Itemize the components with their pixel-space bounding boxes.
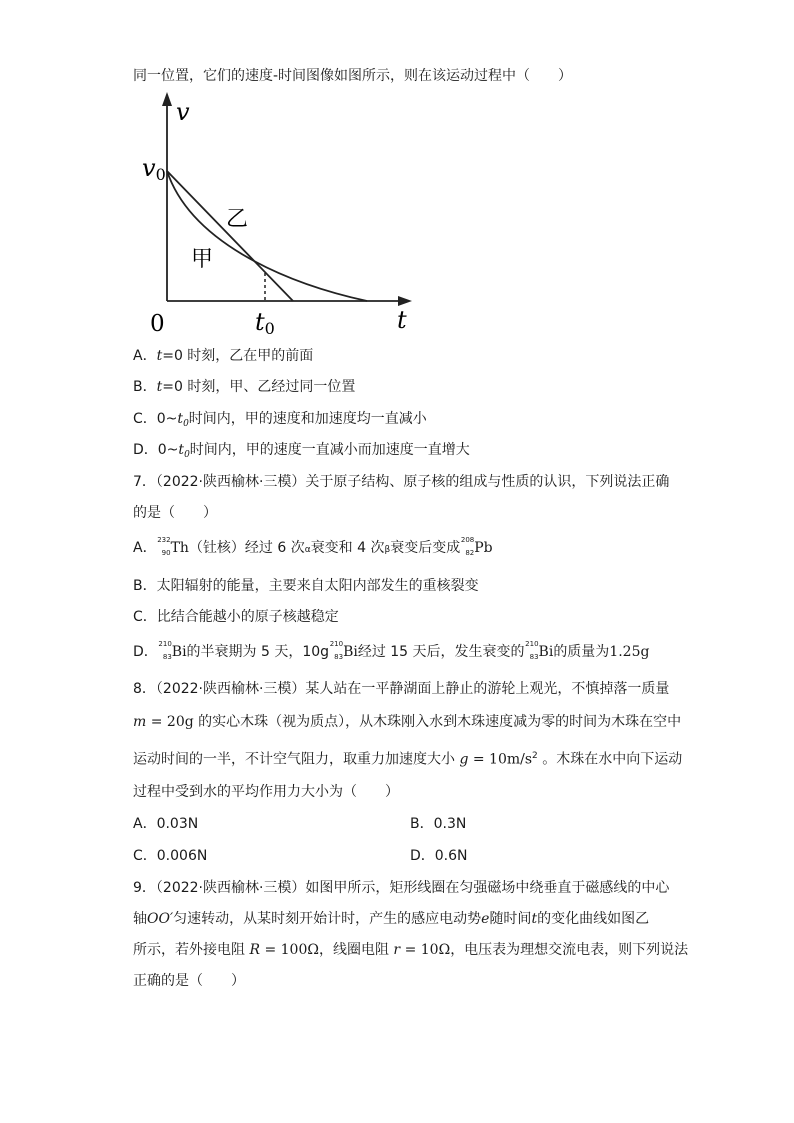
q6-option-d: D．$0\sim t_0$时间内，甲的速度一直减小而加速度一直增大 <box>133 442 470 460</box>
q7-stem-line2: 的是（ ） <box>133 505 217 521</box>
q7-option-c: C．比结合能越小的原子核越稳定 <box>133 609 339 625</box>
t0-label: t0 <box>255 308 275 338</box>
origin-label: 0 <box>150 311 165 337</box>
v0-label: v0 <box>142 154 166 184</box>
q8-option-b: B．0.3N <box>410 816 467 832</box>
q9-stem-line4: 正确的是（ ） <box>133 973 245 989</box>
q8-option-c: C．0.006N <box>133 848 208 864</box>
y-axis-arrow <box>162 92 172 106</box>
axis-label-v: v <box>176 98 190 126</box>
q7-stem-line1: 7．（2022·陕西榆林·三模）关于原子结构、原子核的组成与性质的认识，下列说法正确 <box>133 474 670 490</box>
q9-stem-line2: 轴OO′匀速转动，从某时刻开始计时，产生的感应电动势e随时间t的变化曲线如图乙 <box>133 911 650 927</box>
q8-stem-line4: 过程中受到水的平均作用力大小为（ ） <box>133 784 399 800</box>
q7-option-d: D． 210 83 Bi的半衰期为 5 天，10g 210 83 Bi经过 15 天后，发生衰变的 210 83 Bi的质量为1.25g <box>133 640 650 661</box>
q7-option-b: B．太阳辐射的能量，主要来自太阳内部发生的重核裂变 <box>133 578 479 594</box>
axis-label-t: t <box>397 306 407 334</box>
q6-option-c: C．$0\sim t_0$时间内，甲的速度和加速度均一直减小 <box>133 411 427 429</box>
curve-yi <box>167 171 293 301</box>
question-intro: 同一位置，它们的速度-时间图像如图所示，则在该运动过程中（ ） <box>133 68 573 84</box>
velocity-time-graph <box>135 90 435 340</box>
q8-stem-line2: m = 20g 的实心木珠（视为质点），从木珠刚入水到木珠速度减为零的时间为木珠在空中 <box>133 714 682 730</box>
q7-option-a: A． 232 90 Th（钍核）经过 6 次α衰变和 4 次β衰变后变成 208 82 Pb <box>133 536 493 557</box>
q8-stem-line3: 运动时间的一半，不计空气阻力，取重力加速度大小 $g = 10m/s^2$ 。木珠在水中向下运动 <box>133 751 683 768</box>
q8-option-d: D．0.6N <box>410 848 468 864</box>
label-yi: 乙 <box>226 207 249 232</box>
q8-option-a: A．0.03N <box>133 816 199 832</box>
curve-jia <box>167 171 367 301</box>
q6-option-a: A．t=0 时刻，乙在甲的前面 <box>133 348 314 364</box>
q9-stem-line3: 所示，若外接电阻 R = 100Ω，线圈电阻 r = 10Ω，电压表为理想交流电表，则下列说法 <box>133 942 689 958</box>
q8-stem-line1: 8．（2022·陕西榆林·三模）某人站在一平静湖面上静止的游轮上观光，不慎掉落一质量 <box>133 681 670 697</box>
q6-option-b: B．t=0 时刻，甲、乙经过同一位置 <box>133 379 356 395</box>
q9-stem-line1: 9．（2022·陕西榆林·三模）如图甲所示，矩形线圈在匀强磁场中绕垂直于磁感线的中心 <box>133 880 670 896</box>
label-jia: 甲 <box>191 247 214 272</box>
x-axis-arrow <box>398 296 412 306</box>
